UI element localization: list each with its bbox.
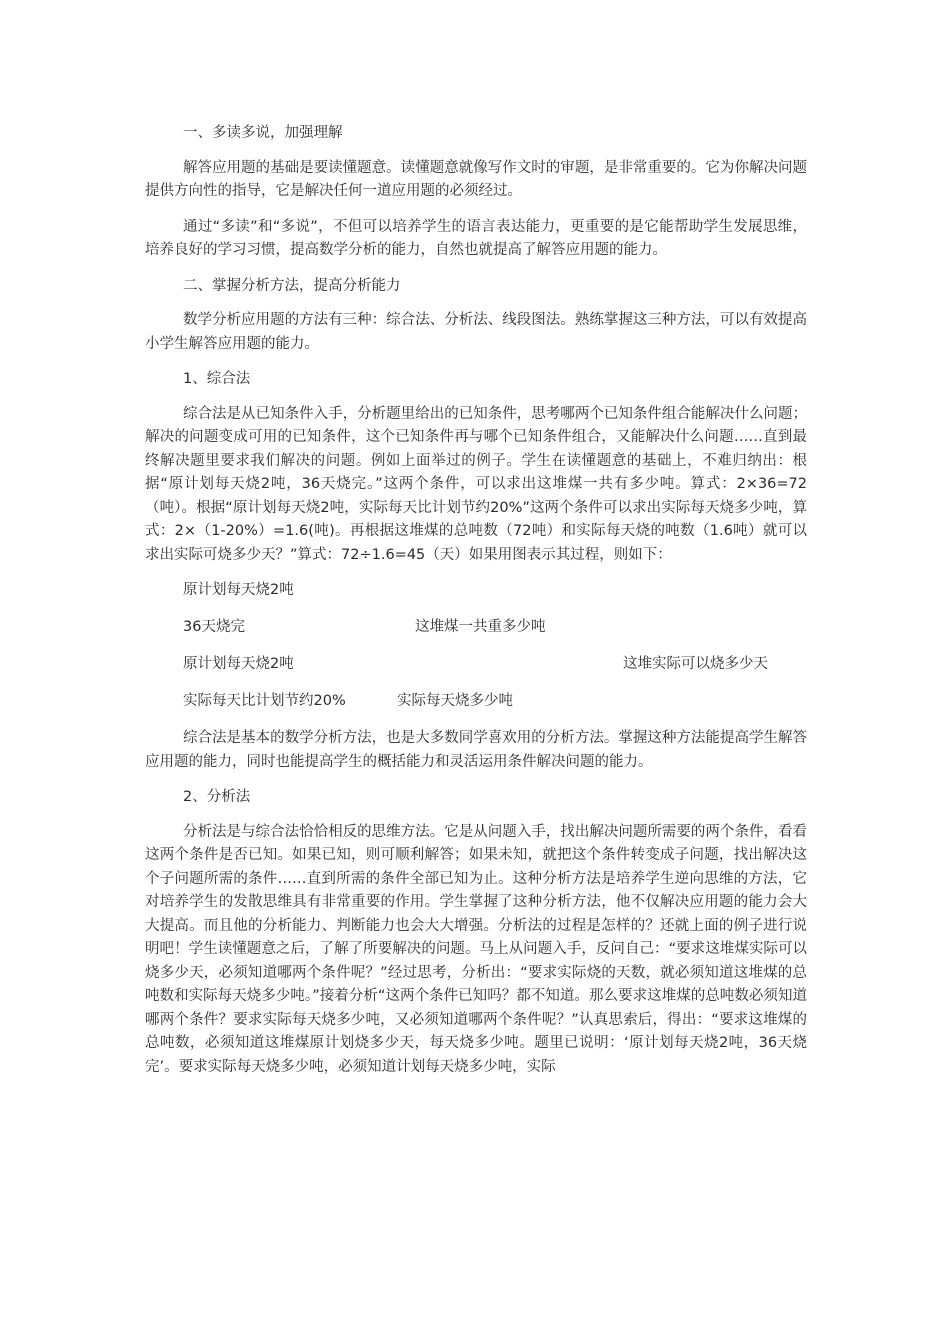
diagram-condition-saving: 实际每天比计划节约20% [183,693,346,709]
section-1-heading: 一、多读多说，加强理解 [183,125,343,141]
diagram-row-1 [145,579,807,602]
diagram-result-actual-daily: 实际每天烧多少吨 [397,693,513,709]
diagram-row-4 [145,690,807,713]
method-1-paragraph-1: 综合法是从已知条件入手，分析题里给出的已知条件，思考哪两个已知条件组合能解决什么问题；解决的问题变成可用的已知条件，这个已知条件再与哪个已知条件组合，又能解决什么问题……直到最终解决题里要求我们解决的问题。例如上面举过的例子。学生在读懂题意的基础上，不难归纳出：根据“原计划每天烧2吨，36天烧完。”这两个条件，可以求出这堆煤一共有多少吨。算式：2×36=72（吨）。根据“原计划每天烧2吨，实际每天比计划节约20%”这两个条件可以求出实际每天烧多少吨，算式：2×（1-20%）=1.6(吨)。再根据这堆煤的总吨数（72吨）和实际每天烧的吨数（1.6吨）就可以求出实际可烧多少天？”算式：72÷1.6=45（天）如果用图表示其过程，则如下： [145,405,807,563]
section-2-heading: 二、掌握分析方法，提高分析能力 [183,277,401,294]
diagram-condition-plan-daily: 原计划每天烧2吨 [183,582,294,598]
section-2-paragraph-1: 数学分析应用题的方法有三种：综合法、分析法、线段图法。熟练掌握这三种方法，可以有效提高小学生解答应用题的能力。 [145,312,807,352]
diagram-row-3 [145,653,807,676]
method-1-paragraph-2: 综合法是基本的数学分析方法，也是大多数同学喜欢用的分析方法。掌握这种方法能提高学生解答应用题的能力，同时也能提高学生的概括能力和灵活运用条件解决问题的能力。 [145,730,807,770]
method-1-heading: 1、综合法 [183,371,251,387]
document-page [145,122,807,1091]
diagram-condition-plan-daily-2: 原计划每天烧2吨 [183,656,294,672]
diagram-result-total-weight: 这堆煤一共重多少吨 [415,619,546,635]
section-1-paragraph-1: 解答应用题的基础是要读懂题意。读懂题意就像写作文时的审题，是非常重要的。它为你解决问题提供方向性的指导，它是解决任何一道应用题的必须经过。 [145,159,807,199]
diagram-result-actual-days: 这堆实际可以烧多少天 [623,656,768,672]
synthesis-diagram [145,579,807,713]
method-2-heading: 2、分析法 [183,789,251,805]
section-1-paragraph-2: 通过“多读”和“多说”，不但可以培养学生的语言表达能力，更重要的是它能帮助学生发展思维，培养良好的学习习惯，提高数学分析的能力，自然也就提高了解答应用题的能力。 [145,218,807,258]
diagram-condition-36-days: 36天烧完 [183,619,245,635]
diagram-row-2 [145,616,807,639]
method-2-paragraph-1: 分析法是与综合法恰恰相反的思维方法。它是从问题入手，找出解决问题所需要的两个条件，看看这两个条件是否已知。如果已知，则可顺利解答；如果未知，就把这个条件转变成子问题，找出解决这个子问题所需的条件……直到所需的条件全部已知为止。这种分析方法是培养学生逆向思维的方法，它对培养学生的发散思维具有非常重要的作用。学生掌握了这种分析方法，他不仅解决应用题的能力会大大提高。而且他的分析能力、判断能力也会大大增强。分析法的过程是怎样的？还就上面的例子进行说明吧！学生读懂题意之后，了解了所要解决的问题。马上从问题入手，反问自己：“要求这堆煤实际可以烧多少天，必须知道哪两个条件呢？”经过思考，分析出：“要求实际烧的天数，就必须知道这堆煤的总吨数和实际每天烧多少吨。”接着分析“这两个条件已知吗？都不知道。那么要求这堆煤的总吨数必须知道哪两个条件？要求实际每天烧多少吨，又必须知道哪两个条件呢？”认真思索后，得出：“要求这堆煤的总吨数，必须知道这堆煤原计划烧多少天，每天烧多少吨。题里已说明：‘原计划每天烧2吨，36天烧完’。要求实际每天烧多少吨，必须知道计划每天烧多少吨，实际 [145,823,807,1075]
